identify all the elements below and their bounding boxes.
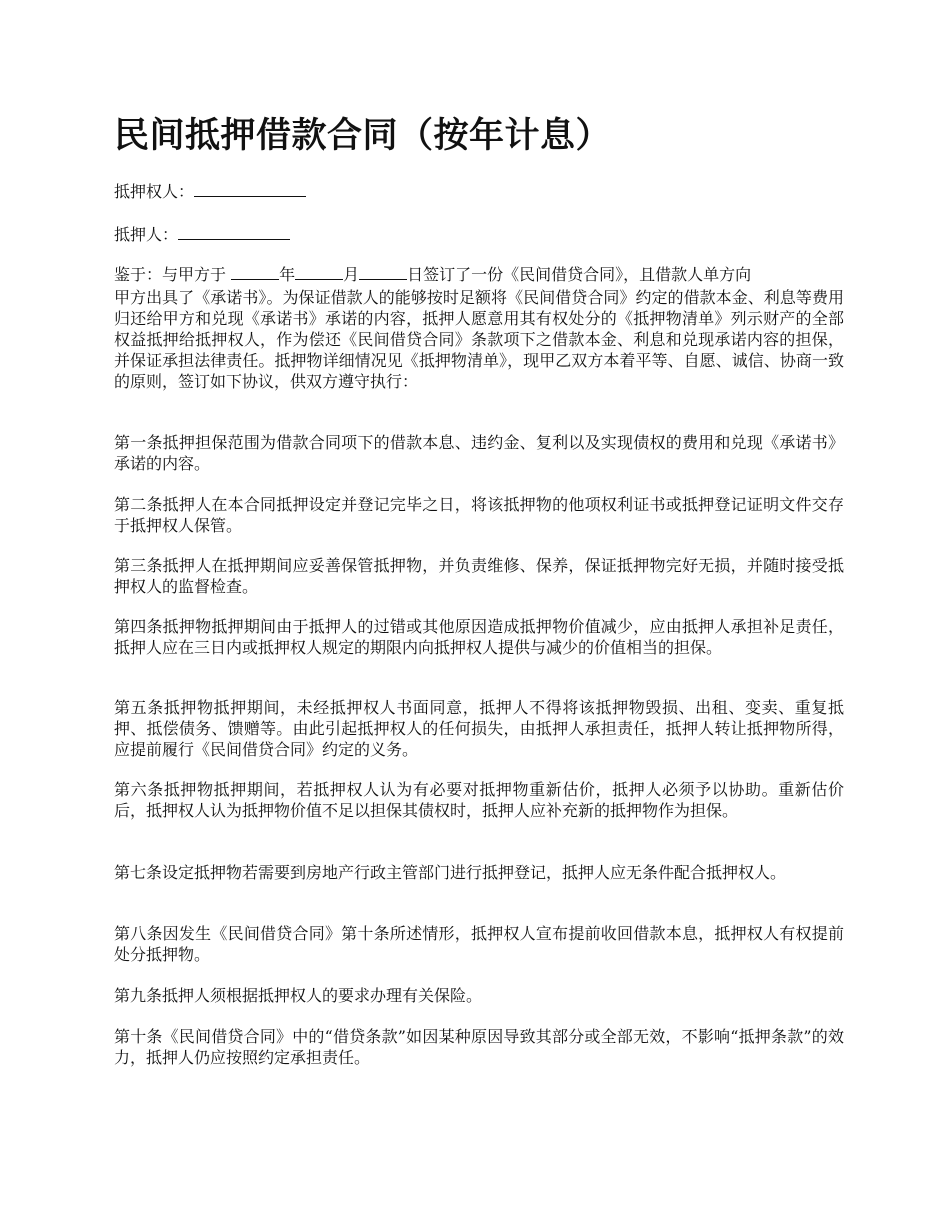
recital-year-label: 年 [279, 265, 296, 284]
article-5: 第五条抵押物抵押期间，未经抵押权人书面同意，抵押人不得将该抵押物毁损、出租、变卖、重复抵押、抵偿债务、馈赠等。由此引起抵押权人的任何损失，由抵押人承担责任，抵押人转让抵押物所得，应提前履行《民间借贷合同》约定的义务。 [114, 698, 844, 759]
article-4: 第四条抵押物抵押期间由于抵押人的过错或其他原因造成抵押物价值减少，应由抵押人承担补足责任，抵押人应在三日内或抵押权人规定的期限内向抵押权人提供与减少的价值相当的担保。 [114, 617, 844, 657]
document-title: 民间抵押借款合同（按年计息） [114, 116, 612, 156]
article-6: 第六条抵押物抵押期间，若抵押权人认为有必要对抵押物重新估价，抵押人必须予以协助。重新估价后，抵押权人认为抵押物价值不足以担保其债权时，抵押人应补充新的抵押物作为担保。 [114, 780, 844, 820]
mortgagee-label: 抵押权人： [114, 182, 195, 201]
year-blank[interactable] [231, 264, 279, 280]
article-2: 第二条抵押人在本合同抵押设定并登记完毕之日，将该抵押物的他项权利证书或抵押登记证明文件交存于抵押权人保管。 [114, 495, 844, 535]
mortgagee-line [114, 181, 306, 203]
article-10: 第十条《民间借贷合同》中的“借贷条款”如因某种原因导致其部分或全部无效，不影响“抵押条款”的效力，抵押人仍应按照约定承担责任。 [114, 1027, 844, 1067]
recital-first-line [114, 264, 751, 286]
article-8: 第八条因发生《民间借贷合同》第十条所述情形，抵押权人宣布提前收回借款本息，抵押权人有权提前处分抵押物。 [114, 924, 844, 964]
mortgagee-blank[interactable] [194, 181, 306, 197]
mortgagor-line [114, 224, 290, 246]
article-9: 第九条抵押人须根据抵押权人的要求办理有关保险。 [114, 986, 483, 1005]
month-blank[interactable] [295, 264, 343, 280]
article-3: 第三条抵押人在抵押期间应妥善保管抵押物，并负责维修、保养，保证抵押物完好无损，并随时接受抵押权人的监督检查。 [114, 556, 844, 596]
mortgagor-label: 抵押人： [114, 225, 179, 244]
recital-lead: 鉴于：与甲方于 [114, 265, 227, 284]
day-blank[interactable] [359, 264, 407, 280]
recital-day-rest: 日签订了一份《民间借贷合同》，且借款人单方向 [407, 265, 752, 284]
recital-body: 甲方出具了《承诺书》。为保证借款人的能够按时足额将《民间借贷合同》约定的借款本金、利息等费用归还给甲方和兑现《承诺书》承诺的内容，抵押人愿意用其有权处分的《抵押物清单》列示财产的全部权益抵押给抵押权人，作为偿还《民间借贷合同》条款项下之借款本金、利息和兑现承诺内容的担保，并保证承担法律责任。抵押物详细情况见《抵押物清单》，现甲乙双方本着平等、自愿、诚信、协商一致的原则，签订如下协议，供双方遵守执行： [114, 288, 844, 391]
article-1: 第一条抵押担保范围为借款合同项下的借款本息、违约金、复利以及实现债权的费用和兑现《承诺书》承诺的内容。 [114, 433, 844, 473]
article-7: 第七条设定抵押物若需要到房地产行政主管部门进行抵押登记，抵押人应无条件配合抵押权人。 [114, 863, 787, 882]
mortgagor-blank[interactable] [178, 224, 290, 240]
recital-month-label: 月 [343, 265, 360, 284]
